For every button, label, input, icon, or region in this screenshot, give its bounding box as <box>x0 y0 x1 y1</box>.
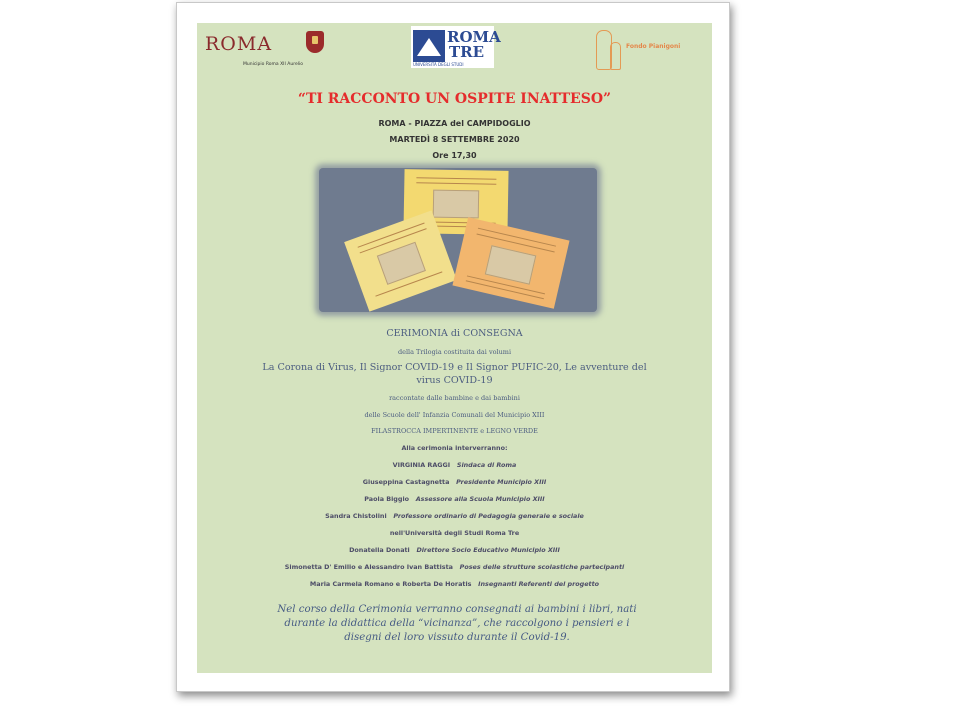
roma-capitale-logo <box>205 29 335 71</box>
closing-line-1: Nel corso della Cerimonia verranno consegnati ai bambini i libri, nati <box>277 604 637 615</box>
speaker-name: Maria Carmela Romano e Roberta De Horatis <box>309 580 472 588</box>
fondo-logo <box>592 28 702 72</box>
books-photo <box>319 168 597 312</box>
speaker-role: Poses delle strutture scolastiche partecipanti <box>459 563 625 571</box>
speaker-line <box>197 478 712 486</box>
book-cover-3 <box>452 217 569 309</box>
fondo-logo-text: Fondo Pianigoni <box>626 43 681 50</box>
roma-tre-logo <box>411 26 501 68</box>
speaker-name: Simonetta D' Emilio e Alessandro Ivan Battista <box>284 563 453 571</box>
event-date: MARTEDÌ 8 SETTEMBRE 2020 <box>389 135 520 144</box>
document-page <box>176 2 730 692</box>
speaker-line <box>197 563 712 571</box>
roma-tre-word-2: TRE <box>449 43 485 61</box>
roma-tre-arch-icon <box>413 30 445 62</box>
speaker-name: Donatella Donati <box>349 546 410 554</box>
roma-tre-word-1: ROMA <box>447 28 501 46</box>
speaker-role: Professore ordinario di Pedagogia generale e sociale <box>393 512 584 520</box>
book-titles-line-1: La Corona di Virus, Il Signor COVID-19 e Il Signor PUFIC-20, Le avventure del <box>262 362 647 373</box>
event-time: Ore 17,30 <box>432 151 477 160</box>
speaker-role: Sindaca di Roma <box>456 461 517 469</box>
extra-titles-line: FILASTROCCA IMPERTINENTE e LEGNO VERDE <box>371 427 538 435</box>
closing-line-2: durante la didattica della “vicinanza”, che raccolgono i pensieri e i <box>284 618 630 629</box>
roma-crest-icon <box>306 31 324 53</box>
child-figure-icon <box>610 42 621 70</box>
speaker-line <box>197 512 712 520</box>
told-by-line: raccontate dalle bambine e dai bambini <box>389 394 520 402</box>
speaker-line <box>197 495 712 503</box>
trilogy-intro: della Trilogia costituita dai volumi <box>397 348 512 356</box>
roma-tre-subtitle: UNIVERSITÀ DEGLI STUDI <box>413 62 464 67</box>
speaker-name: Sandra Chistolini <box>325 512 387 520</box>
event-title: “TI RACCONTO UN OSPITE INATTESO” <box>297 91 612 107</box>
speakers-intro: Alla cerimonia interverranno: <box>401 444 508 452</box>
schools-line: delle Scuole dell' Infanzia Comunali del Municipio XIII <box>364 411 545 419</box>
event-place: ROMA - PIAZZA del CAMPIDOGLIO <box>378 119 531 128</box>
speaker-name: VIRGINIA RAGGI <box>392 461 451 469</box>
roma-logo-word: ROMA <box>205 33 273 55</box>
speaker-line <box>197 580 712 588</box>
speaker-line <box>197 529 712 537</box>
event-poster <box>197 23 712 673</box>
closing-paragraph <box>237 603 677 645</box>
speaker-name: Paola Biggio <box>364 495 410 503</box>
speaker-line <box>197 546 712 554</box>
ceremony-heading: CERIMONIA di CONSEGNA <box>386 328 523 339</box>
closing-line-3: disegni del loro vissuto durante il Covid-19. <box>344 632 570 643</box>
speaker-role: Presidente Municipio XIII <box>456 478 547 486</box>
speaker-line <box>197 461 712 469</box>
book-titles-line-2: virus COVID-19 <box>416 375 493 386</box>
speaker-role: Direttore Socio Educativo Municipio XIII <box>416 546 560 554</box>
speaker-role: Insegnanti Referenti del progetto <box>478 580 600 588</box>
municipio-label: Municipio Roma XII Aurelio <box>243 62 303 67</box>
speaker-name: Giuseppina Castagnetta <box>362 478 450 486</box>
speaker-role: Assessore alla Scuola Municipio XIII <box>415 495 545 503</box>
speaker-role: nell'Università degli Studi Roma Tre <box>389 529 520 537</box>
